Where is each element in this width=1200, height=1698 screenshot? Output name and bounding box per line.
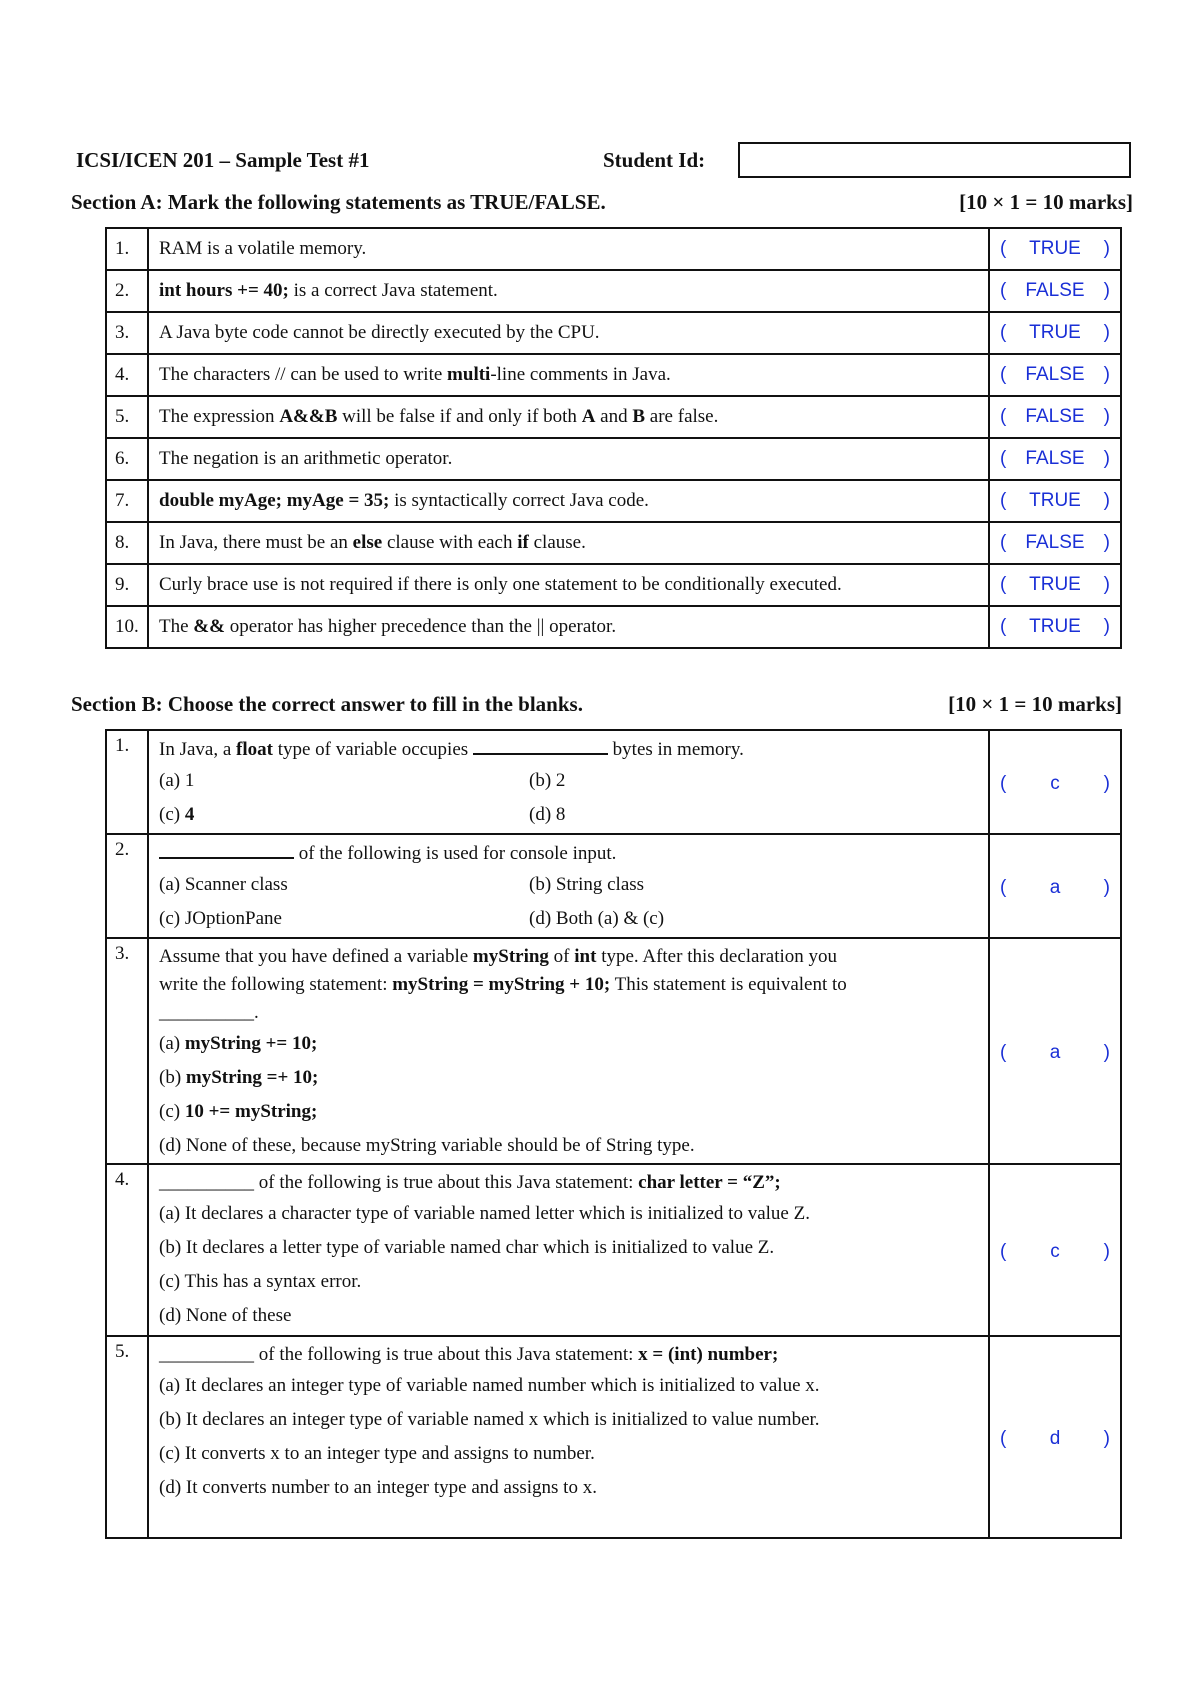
statement: The negation is an arithmetic operator.	[148, 438, 989, 480]
table-row	[106, 438, 1121, 480]
option-b: (b) 2	[529, 770, 566, 791]
answer-cell[interactable]: ( a )	[989, 938, 1121, 1164]
answer-cell[interactable]: ( FALSE )	[989, 354, 1121, 396]
question-body	[148, 1164, 989, 1336]
answer-value: a	[1049, 877, 1061, 898]
answer-value: TRUE	[1029, 322, 1081, 343]
section-a-table	[105, 227, 1122, 649]
answer-value: c	[1050, 1241, 1060, 1262]
section-a-heading	[71, 190, 1133, 215]
row-number: 1.	[106, 228, 148, 270]
option-d: (d) Both (a) & (c)	[529, 908, 665, 929]
answer-cell[interactable]: ( TRUE )	[989, 564, 1121, 606]
option-c: (c) This has a syntax error.	[159, 1271, 362, 1292]
section-b-marks: [10 × 1 = 10 marks]	[948, 692, 1122, 716]
answer-cell[interactable]: ( FALSE )	[989, 270, 1121, 312]
statement: The && operator has higher precedence than the || operator.	[148, 606, 989, 648]
row-number: 7.	[106, 480, 148, 522]
answer-value: d	[1049, 1428, 1061, 1449]
statement: RAM is a volatile memory.	[148, 228, 989, 270]
answer-cell[interactable]: ( TRUE )	[989, 228, 1121, 270]
statement: In Java, there must be an else clause with each if clause.	[148, 522, 989, 564]
question-row	[106, 730, 1121, 834]
question-text: In Java, a float type of variable occupies bytes in memory.	[159, 735, 978, 764]
question-body	[148, 834, 989, 938]
table-row	[106, 522, 1121, 564]
table-row	[106, 270, 1121, 312]
option-b: (b) String class	[529, 874, 645, 895]
question-body	[148, 730, 989, 834]
table-row	[106, 396, 1121, 438]
question-number: 2.	[106, 834, 148, 938]
row-number: 10.	[106, 606, 148, 648]
row-number: 9.	[106, 564, 148, 606]
question-text: __________ of the following is true about this Java statement: x = (int) number;	[159, 1344, 779, 1365]
question-body	[148, 938, 989, 1164]
answer-cell[interactable]: ( TRUE )	[989, 480, 1121, 522]
question-text: of the following is used for console input.	[159, 839, 978, 868]
table-row	[106, 480, 1121, 522]
option-d: (d) None of these	[159, 1305, 292, 1326]
section-b-heading	[71, 692, 1122, 717]
option-b: (b) It declares a letter type of variable named char which is initialized to value Z.	[159, 1237, 775, 1258]
question-number: 1.	[106, 730, 148, 834]
statement: The characters // can be used to write multi-line comments in Java.	[148, 354, 989, 396]
section-b-table	[105, 729, 1122, 1539]
options	[159, 868, 978, 936]
option-b: (b) myString =+ 10;	[159, 1067, 319, 1088]
option-a: (a) It declares a character type of variable named letter which is initialized to value Z.	[159, 1203, 810, 1224]
answer-value: TRUE	[1029, 616, 1081, 637]
options	[159, 764, 978, 832]
answer-value: TRUE	[1029, 574, 1081, 595]
question-number: 5.	[106, 1336, 148, 1538]
answer-value: a	[1049, 1042, 1061, 1063]
option-d: (d) 8	[529, 804, 566, 825]
row-number: 4.	[106, 354, 148, 396]
option-c: (c) JOptionPane	[159, 908, 282, 929]
answer-cell[interactable]: ( c )	[989, 1164, 1121, 1336]
question-text: Assume that you have defined a variable myString of int type. After this declaration you write the following statement: myString = myString + 10; This statement is equivalent to __________.	[159, 946, 847, 1023]
student-id-label: Student Id:	[603, 148, 706, 172]
question-row	[106, 1336, 1121, 1538]
statement: Curly brace use is not required if there is only one statement to be conditionally executed.	[148, 564, 989, 606]
option-c: (c) 4	[159, 804, 195, 825]
answer-cell[interactable]: ( FALSE )	[989, 396, 1121, 438]
question-number: 4.	[106, 1164, 148, 1336]
row-number: 6.	[106, 438, 148, 480]
section-b-title: Section B: Choose the correct answer to fill in the blanks.	[71, 692, 583, 716]
option-a: (a) It declares an integer type of variable named number which is initialized to value x.	[159, 1375, 820, 1396]
row-number: 3.	[106, 312, 148, 354]
answer-cell[interactable]: ( FALSE )	[989, 438, 1121, 480]
option-b: (b) It declares an integer type of variable named x which is initialized to value number.	[159, 1409, 820, 1430]
answer-cell[interactable]: ( c )	[989, 730, 1121, 834]
question-row	[106, 938, 1121, 1164]
option-a: (a) 1	[159, 770, 195, 791]
answer-cell[interactable]: ( d )	[989, 1336, 1121, 1538]
answer-cell[interactable]: ( a )	[989, 834, 1121, 938]
answer-value: TRUE	[1029, 490, 1081, 511]
question-body	[148, 1336, 989, 1538]
option-a: (a) Scanner class	[159, 874, 288, 895]
answer-value: FALSE	[1025, 448, 1085, 469]
statement: The expression A&&B will be false if and only if both A and B are false.	[148, 396, 989, 438]
answer-value: c	[1050, 773, 1060, 794]
section-a-marks: [10 × 1 = 10 marks]	[959, 190, 1133, 214]
answer-cell[interactable]: ( TRUE )	[989, 312, 1121, 354]
statement: double myAge; myAge = 35; is syntactically correct Java code.	[148, 480, 989, 522]
table-row	[106, 312, 1121, 354]
exam-title: ICSI/ICEN 201 – Sample Test #1	[76, 148, 370, 172]
question-number: 3.	[106, 938, 148, 1164]
question-text: __________ of the following is true about this Java statement: char letter = “Z”;	[159, 1172, 781, 1193]
student-id-field[interactable]	[738, 142, 1131, 178]
row-number: 8.	[106, 522, 148, 564]
table-row	[106, 564, 1121, 606]
statement: int hours += 40; is a correct Java statement.	[148, 270, 989, 312]
option-d: (d) It converts number to an integer type and assigns to x.	[159, 1477, 597, 1498]
section-a-title: Section A: Mark the following statements as TRUE/FALSE.	[71, 190, 606, 214]
table-row	[106, 354, 1121, 396]
answer-value: TRUE	[1029, 238, 1081, 259]
question-row	[106, 1164, 1121, 1336]
row-number: 2.	[106, 270, 148, 312]
option-d: (d) None of these, because myString variable should be of String type.	[159, 1135, 695, 1156]
option-c: (c) It converts x to an integer type and assigns to number.	[159, 1443, 595, 1464]
exam-header	[76, 142, 1131, 182]
answer-value: FALSE	[1025, 406, 1085, 427]
answer-value: FALSE	[1025, 364, 1085, 385]
table-row	[106, 606, 1121, 648]
option-a: (a) myString += 10;	[159, 1033, 318, 1054]
answer-value: FALSE	[1025, 532, 1085, 553]
option-c: (c) 10 += myString;	[159, 1101, 318, 1122]
answer-blank	[159, 839, 294, 859]
answer-cell[interactable]: ( FALSE )	[989, 522, 1121, 564]
answer-blank	[473, 735, 608, 755]
question-row	[106, 834, 1121, 938]
answer-cell[interactable]: ( TRUE )	[989, 606, 1121, 648]
row-number: 5.	[106, 396, 148, 438]
table-row	[106, 228, 1121, 270]
statement: A Java byte code cannot be directly executed by the CPU.	[148, 312, 989, 354]
answer-value: FALSE	[1025, 280, 1085, 301]
